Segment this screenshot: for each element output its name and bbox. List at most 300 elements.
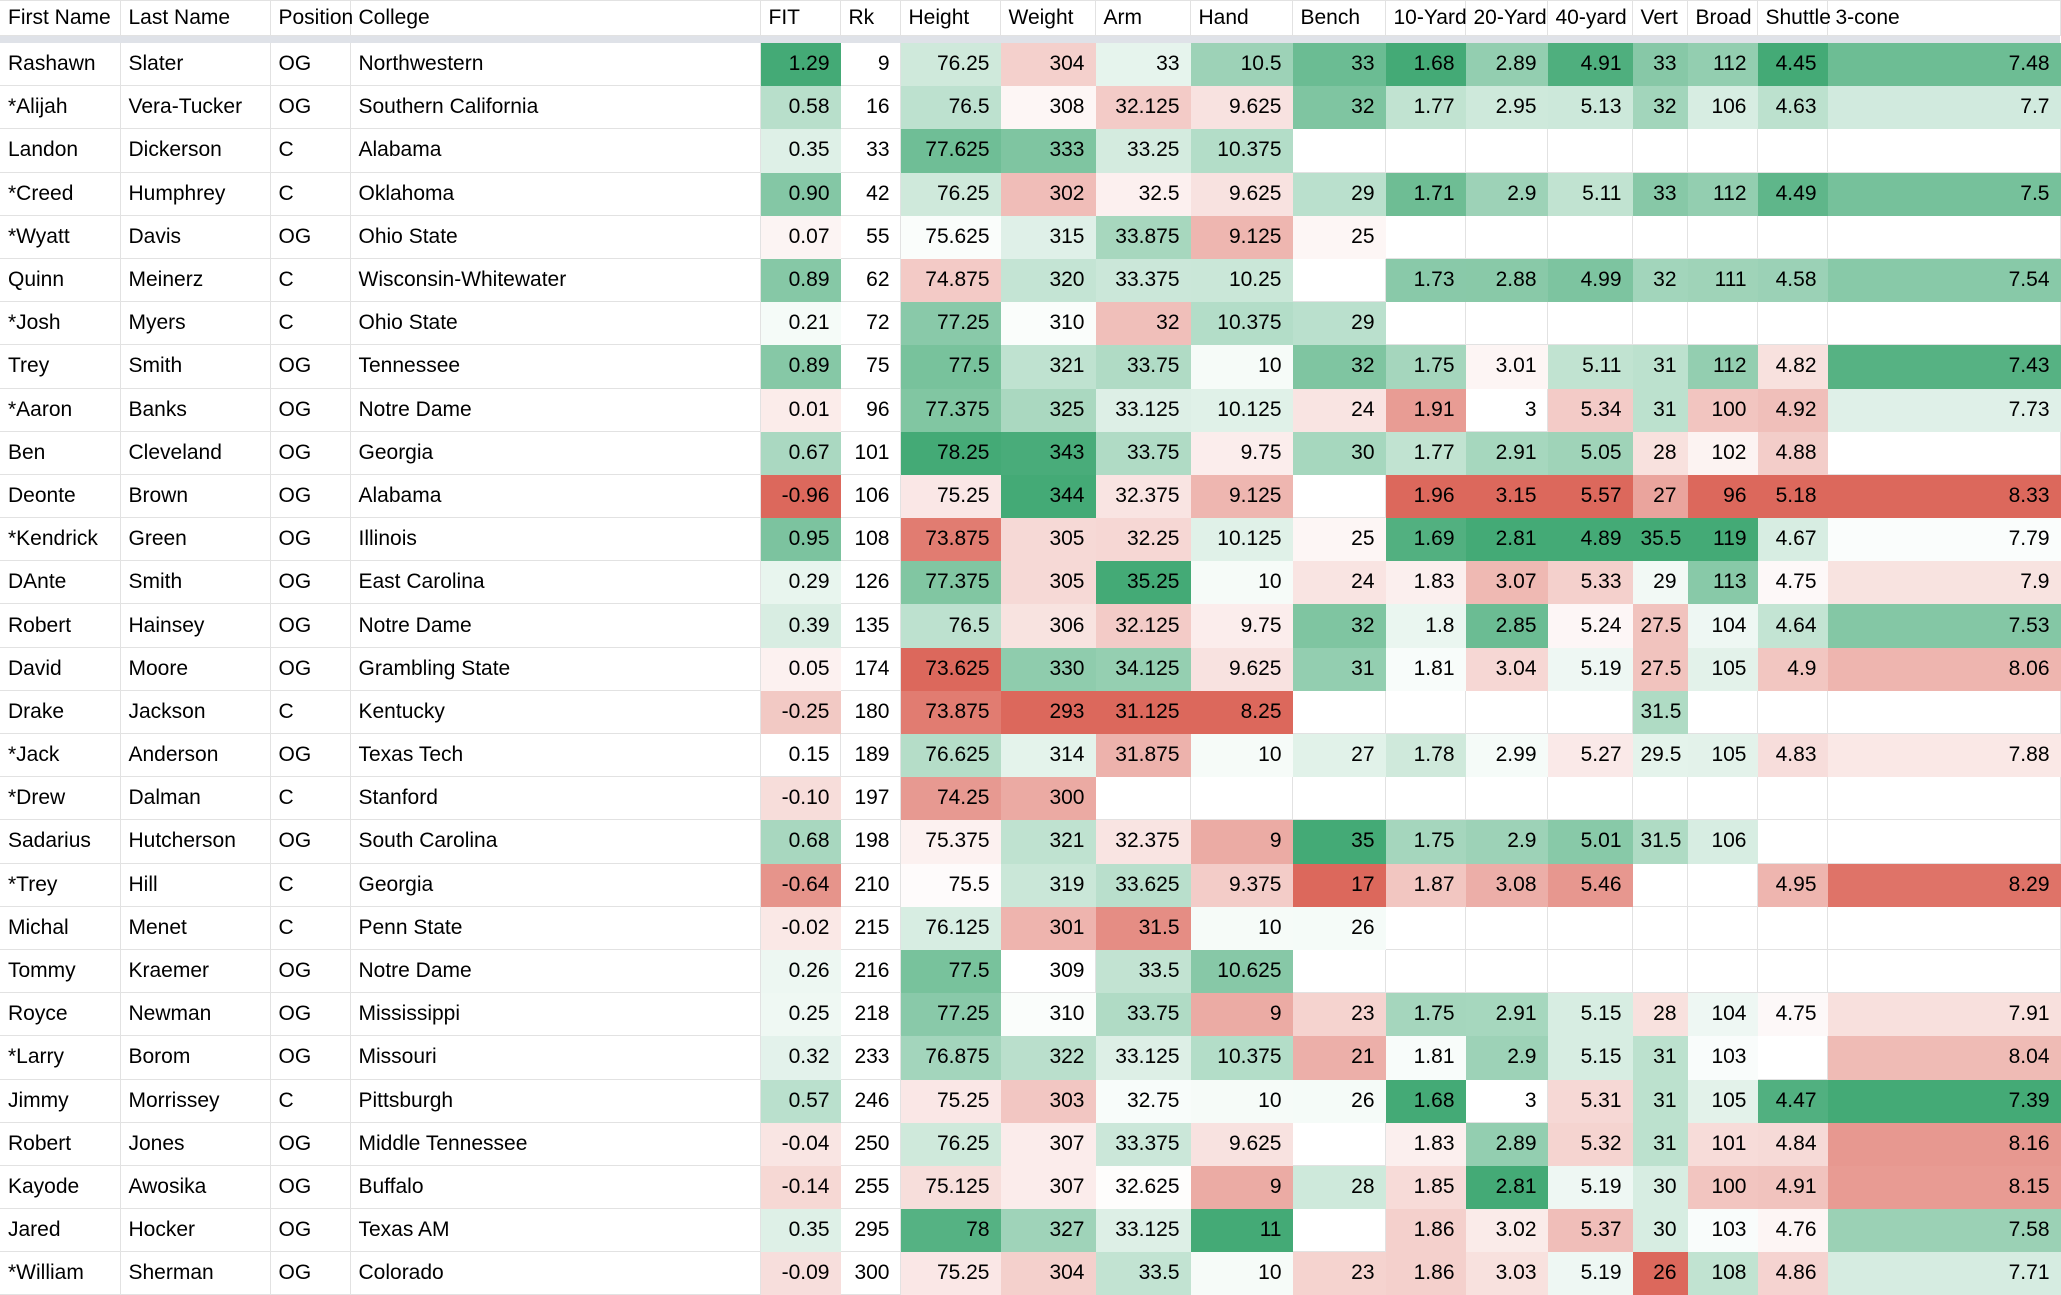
cell-college[interactable]: Oklahoma bbox=[350, 172, 760, 215]
cell-fit[interactable]: 0.25 bbox=[760, 993, 840, 1036]
cell-fit[interactable]: -0.96 bbox=[760, 474, 840, 517]
cell-bench[interactable]: 26 bbox=[1292, 1079, 1385, 1122]
cell-arm[interactable]: 33.375 bbox=[1095, 1122, 1190, 1165]
cell-bench[interactable]: 28 bbox=[1292, 1165, 1385, 1208]
cell-ten_yard[interactable]: 1.73 bbox=[1385, 258, 1465, 301]
cell-twenty_yard[interactable] bbox=[1465, 777, 1547, 820]
cell-position[interactable]: OG bbox=[270, 734, 350, 777]
cell-arm[interactable]: 33.5 bbox=[1095, 1252, 1190, 1295]
cell-forty_yard[interactable]: 4.89 bbox=[1547, 518, 1632, 561]
cell-first_name[interactable]: Kayode bbox=[0, 1165, 120, 1208]
cell-arm[interactable]: 33.25 bbox=[1095, 129, 1190, 172]
cell-rk[interactable]: 255 bbox=[840, 1165, 900, 1208]
cell-college[interactable]: Notre Dame bbox=[350, 949, 760, 992]
cell-fit[interactable]: 0.01 bbox=[760, 388, 840, 431]
cell-last_name[interactable]: Cleveland bbox=[120, 431, 270, 474]
cell-bench[interactable]: 29 bbox=[1292, 302, 1385, 345]
cell-weight[interactable]: 305 bbox=[1000, 561, 1095, 604]
cell-ten_yard[interactable] bbox=[1385, 302, 1465, 345]
cell-shuttle[interactable]: 4.84 bbox=[1757, 1122, 1827, 1165]
cell-rk[interactable]: 9 bbox=[840, 43, 900, 86]
cell-twenty_yard[interactable]: 2.91 bbox=[1465, 431, 1547, 474]
cell-vert[interactable]: 31 bbox=[1632, 1079, 1687, 1122]
cell-arm[interactable]: 33.125 bbox=[1095, 388, 1190, 431]
cell-ten_yard[interactable] bbox=[1385, 777, 1465, 820]
column-header-three_cone[interactable]: 3-cone bbox=[1827, 1, 2060, 36]
cell-ten_yard[interactable]: 1.75 bbox=[1385, 345, 1465, 388]
cell-college[interactable]: Georgia bbox=[350, 431, 760, 474]
cell-weight[interactable]: 330 bbox=[1000, 647, 1095, 690]
cell-hand[interactable]: 9.625 bbox=[1190, 1122, 1292, 1165]
cell-hand[interactable]: 9.625 bbox=[1190, 172, 1292, 215]
cell-last_name[interactable]: Awosika bbox=[120, 1165, 270, 1208]
cell-height[interactable]: 75.25 bbox=[900, 1079, 1000, 1122]
cell-arm[interactable]: 31.875 bbox=[1095, 734, 1190, 777]
cell-position[interactable]: OG bbox=[270, 345, 350, 388]
cell-first_name[interactable]: Robert bbox=[0, 604, 120, 647]
cell-position[interactable]: C bbox=[270, 1079, 350, 1122]
cell-vert[interactable] bbox=[1632, 302, 1687, 345]
cell-college[interactable]: Ohio State bbox=[350, 215, 760, 258]
cell-broad[interactable]: 103 bbox=[1687, 1209, 1757, 1252]
cell-arm[interactable]: 31.125 bbox=[1095, 690, 1190, 733]
cell-fit[interactable]: 0.90 bbox=[760, 172, 840, 215]
cell-bench[interactable] bbox=[1292, 777, 1385, 820]
cell-first_name[interactable]: *Alijah bbox=[0, 86, 120, 129]
cell-fit[interactable]: 0.95 bbox=[760, 518, 840, 561]
cell-fit[interactable]: 0.21 bbox=[760, 302, 840, 345]
cell-last_name[interactable]: Jones bbox=[120, 1122, 270, 1165]
cell-first_name[interactable]: *Josh bbox=[0, 302, 120, 345]
cell-shuttle[interactable]: 4.86 bbox=[1757, 1252, 1827, 1295]
cell-arm[interactable]: 31.5 bbox=[1095, 906, 1190, 949]
cell-height[interactable]: 77.375 bbox=[900, 561, 1000, 604]
cell-three_cone[interactable]: 7.48 bbox=[1827, 43, 2060, 86]
cell-bench[interactable]: 32 bbox=[1292, 86, 1385, 129]
cell-fit[interactable]: 0.29 bbox=[760, 561, 840, 604]
cell-height[interactable]: 75.5 bbox=[900, 863, 1000, 906]
cell-twenty_yard[interactable]: 3.15 bbox=[1465, 474, 1547, 517]
cell-rk[interactable]: 72 bbox=[840, 302, 900, 345]
cell-height[interactable]: 74.875 bbox=[900, 258, 1000, 301]
cell-last_name[interactable]: Meinerz bbox=[120, 258, 270, 301]
cell-weight[interactable]: 343 bbox=[1000, 431, 1095, 474]
cell-twenty_yard[interactable] bbox=[1465, 215, 1547, 258]
cell-last_name[interactable]: Morrissey bbox=[120, 1079, 270, 1122]
cell-forty_yard[interactable] bbox=[1547, 302, 1632, 345]
cell-first_name[interactable]: Ben bbox=[0, 431, 120, 474]
cell-bench[interactable]: 24 bbox=[1292, 561, 1385, 604]
column-header-ten_yard[interactable]: 10-Yard bbox=[1385, 1, 1465, 36]
cell-fit[interactable]: 1.29 bbox=[760, 43, 840, 86]
cell-arm[interactable]: 33.625 bbox=[1095, 863, 1190, 906]
cell-twenty_yard[interactable]: 3.01 bbox=[1465, 345, 1547, 388]
cell-position[interactable]: OG bbox=[270, 431, 350, 474]
cell-hand[interactable]: 9 bbox=[1190, 1165, 1292, 1208]
cell-first_name[interactable]: David bbox=[0, 647, 120, 690]
cell-shuttle[interactable]: 4.49 bbox=[1757, 172, 1827, 215]
cell-forty_yard[interactable]: 5.46 bbox=[1547, 863, 1632, 906]
cell-weight[interactable]: 306 bbox=[1000, 604, 1095, 647]
cell-shuttle[interactable]: 4.45 bbox=[1757, 43, 1827, 86]
cell-weight[interactable]: 300 bbox=[1000, 777, 1095, 820]
cell-hand[interactable]: 10.625 bbox=[1190, 949, 1292, 992]
cell-ten_yard[interactable]: 1.69 bbox=[1385, 518, 1465, 561]
cell-ten_yard[interactable]: 1.77 bbox=[1385, 86, 1465, 129]
cell-arm[interactable]: 33.125 bbox=[1095, 1209, 1190, 1252]
cell-bench[interactable]: 23 bbox=[1292, 1252, 1385, 1295]
cell-last_name[interactable]: Menet bbox=[120, 906, 270, 949]
cell-first_name[interactable]: *Jack bbox=[0, 734, 120, 777]
cell-twenty_yard[interactable]: 2.81 bbox=[1465, 1165, 1547, 1208]
cell-weight[interactable]: 310 bbox=[1000, 993, 1095, 1036]
cell-bench[interactable]: 27 bbox=[1292, 734, 1385, 777]
cell-ten_yard[interactable]: 1.68 bbox=[1385, 43, 1465, 86]
cell-weight[interactable]: 301 bbox=[1000, 906, 1095, 949]
cell-twenty_yard[interactable]: 2.89 bbox=[1465, 43, 1547, 86]
cell-college[interactable]: Southern California bbox=[350, 86, 760, 129]
cell-weight[interactable]: 320 bbox=[1000, 258, 1095, 301]
cell-three_cone[interactable]: 8.16 bbox=[1827, 1122, 2060, 1165]
cell-vert[interactable]: 26 bbox=[1632, 1252, 1687, 1295]
cell-vert[interactable]: 30 bbox=[1632, 1209, 1687, 1252]
column-header-rk[interactable]: Rk bbox=[840, 1, 900, 36]
cell-last_name[interactable]: Hutcherson bbox=[120, 820, 270, 863]
cell-twenty_yard[interactable]: 3.04 bbox=[1465, 647, 1547, 690]
cell-college[interactable]: South Carolina bbox=[350, 820, 760, 863]
cell-last_name[interactable]: Myers bbox=[120, 302, 270, 345]
cell-three_cone[interactable]: 7.88 bbox=[1827, 734, 2060, 777]
cell-first_name[interactable]: Deonte bbox=[0, 474, 120, 517]
cell-height[interactable]: 77.375 bbox=[900, 388, 1000, 431]
cell-twenty_yard[interactable] bbox=[1465, 906, 1547, 949]
cell-shuttle[interactable]: 4.82 bbox=[1757, 345, 1827, 388]
cell-height[interactable]: 77.625 bbox=[900, 129, 1000, 172]
cell-rk[interactable]: 198 bbox=[840, 820, 900, 863]
cell-college[interactable]: Penn State bbox=[350, 906, 760, 949]
cell-vert[interactable]: 35.5 bbox=[1632, 518, 1687, 561]
cell-weight[interactable]: 307 bbox=[1000, 1165, 1095, 1208]
cell-forty_yard[interactable]: 5.24 bbox=[1547, 604, 1632, 647]
cell-ten_yard[interactable]: 1.91 bbox=[1385, 388, 1465, 431]
cell-position[interactable]: C bbox=[270, 172, 350, 215]
cell-broad[interactable] bbox=[1687, 863, 1757, 906]
cell-arm[interactable]: 33.75 bbox=[1095, 431, 1190, 474]
cell-arm[interactable]: 33.375 bbox=[1095, 258, 1190, 301]
cell-shuttle[interactable]: 4.75 bbox=[1757, 993, 1827, 1036]
cell-hand[interactable]: 10 bbox=[1190, 345, 1292, 388]
cell-vert[interactable]: 27.5 bbox=[1632, 604, 1687, 647]
cell-broad[interactable]: 113 bbox=[1687, 561, 1757, 604]
cell-fit[interactable]: 0.32 bbox=[760, 1036, 840, 1079]
cell-forty_yard[interactable]: 5.11 bbox=[1547, 345, 1632, 388]
cell-forty_yard[interactable] bbox=[1547, 777, 1632, 820]
cell-arm[interactable]: 33.75 bbox=[1095, 993, 1190, 1036]
cell-college[interactable]: Buffalo bbox=[350, 1165, 760, 1208]
cell-bench[interactable]: 33 bbox=[1292, 43, 1385, 86]
cell-three_cone[interactable] bbox=[1827, 820, 2060, 863]
cell-broad[interactable]: 100 bbox=[1687, 1165, 1757, 1208]
cell-shuttle[interactable]: 4.76 bbox=[1757, 1209, 1827, 1252]
cell-rk[interactable]: 210 bbox=[840, 863, 900, 906]
cell-vert[interactable]: 31 bbox=[1632, 388, 1687, 431]
cell-forty_yard[interactable] bbox=[1547, 215, 1632, 258]
cell-position[interactable]: OG bbox=[270, 1165, 350, 1208]
cell-college[interactable]: East Carolina bbox=[350, 561, 760, 604]
cell-forty_yard[interactable]: 5.31 bbox=[1547, 1079, 1632, 1122]
cell-fit[interactable]: 0.35 bbox=[760, 1209, 840, 1252]
cell-first_name[interactable]: Jimmy bbox=[0, 1079, 120, 1122]
cell-rk[interactable]: 197 bbox=[840, 777, 900, 820]
cell-ten_yard[interactable]: 1.87 bbox=[1385, 863, 1465, 906]
cell-height[interactable]: 77.25 bbox=[900, 993, 1000, 1036]
cell-ten_yard[interactable]: 1.96 bbox=[1385, 474, 1465, 517]
cell-vert[interactable]: 31 bbox=[1632, 1122, 1687, 1165]
cell-position[interactable]: C bbox=[270, 690, 350, 733]
cell-height[interactable]: 75.25 bbox=[900, 474, 1000, 517]
cell-hand[interactable]: 10.375 bbox=[1190, 129, 1292, 172]
cell-bench[interactable]: 31 bbox=[1292, 647, 1385, 690]
cell-vert[interactable]: 33 bbox=[1632, 43, 1687, 86]
cell-position[interactable]: OG bbox=[270, 215, 350, 258]
cell-rk[interactable]: 174 bbox=[840, 647, 900, 690]
cell-ten_yard[interactable]: 1.85 bbox=[1385, 1165, 1465, 1208]
cell-arm[interactable]: 33.75 bbox=[1095, 345, 1190, 388]
cell-twenty_yard[interactable]: 3.07 bbox=[1465, 561, 1547, 604]
cell-broad[interactable]: 119 bbox=[1687, 518, 1757, 561]
cell-shuttle[interactable]: 4.47 bbox=[1757, 1079, 1827, 1122]
cell-college[interactable]: Alabama bbox=[350, 129, 760, 172]
cell-fit[interactable]: 0.89 bbox=[760, 258, 840, 301]
cell-last_name[interactable]: Dickerson bbox=[120, 129, 270, 172]
cell-college[interactable]: Missouri bbox=[350, 1036, 760, 1079]
cell-position[interactable]: OG bbox=[270, 1036, 350, 1079]
cell-position[interactable]: C bbox=[270, 906, 350, 949]
cell-forty_yard[interactable] bbox=[1547, 129, 1632, 172]
cell-shuttle[interactable]: 4.75 bbox=[1757, 561, 1827, 604]
cell-rk[interactable]: 16 bbox=[840, 86, 900, 129]
cell-ten_yard[interactable]: 1.75 bbox=[1385, 820, 1465, 863]
cell-rk[interactable]: 75 bbox=[840, 345, 900, 388]
cell-rk[interactable]: 126 bbox=[840, 561, 900, 604]
cell-college[interactable]: Ohio State bbox=[350, 302, 760, 345]
cell-position[interactable]: OG bbox=[270, 86, 350, 129]
cell-hand[interactable]: 9.75 bbox=[1190, 604, 1292, 647]
cell-weight[interactable]: 325 bbox=[1000, 388, 1095, 431]
cell-arm[interactable]: 32.375 bbox=[1095, 474, 1190, 517]
cell-height[interactable]: 77.5 bbox=[900, 345, 1000, 388]
cell-rk[interactable]: 250 bbox=[840, 1122, 900, 1165]
cell-bench[interactable]: 32 bbox=[1292, 604, 1385, 647]
cell-forty_yard[interactable]: 5.34 bbox=[1547, 388, 1632, 431]
cell-vert[interactable]: 31 bbox=[1632, 1036, 1687, 1079]
cell-college[interactable]: Grambling State bbox=[350, 647, 760, 690]
cell-first_name[interactable]: Quinn bbox=[0, 258, 120, 301]
cell-twenty_yard[interactable]: 2.95 bbox=[1465, 86, 1547, 129]
cell-college[interactable]: Colorado bbox=[350, 1252, 760, 1295]
cell-ten_yard[interactable]: 1.86 bbox=[1385, 1209, 1465, 1252]
cell-hand[interactable]: 10.125 bbox=[1190, 388, 1292, 431]
cell-three_cone[interactable] bbox=[1827, 690, 2060, 733]
cell-first_name[interactable]: *Trey bbox=[0, 863, 120, 906]
cell-vert[interactable]: 31 bbox=[1632, 345, 1687, 388]
cell-shuttle[interactable]: 4.63 bbox=[1757, 86, 1827, 129]
cell-three_cone[interactable]: 7.9 bbox=[1827, 561, 2060, 604]
cell-broad[interactable]: 112 bbox=[1687, 172, 1757, 215]
cell-first_name[interactable]: Sadarius bbox=[0, 820, 120, 863]
cell-twenty_yard[interactable]: 2.9 bbox=[1465, 172, 1547, 215]
cell-position[interactable]: OG bbox=[270, 1209, 350, 1252]
cell-forty_yard[interactable]: 5.01 bbox=[1547, 820, 1632, 863]
cell-arm[interactable]: 32.125 bbox=[1095, 604, 1190, 647]
cell-last_name[interactable]: Jackson bbox=[120, 690, 270, 733]
cell-hand[interactable]: 10.25 bbox=[1190, 258, 1292, 301]
cell-bench[interactable]: 32 bbox=[1292, 345, 1385, 388]
cell-position[interactable]: C bbox=[270, 129, 350, 172]
cell-height[interactable]: 76.875 bbox=[900, 1036, 1000, 1079]
cell-rk[interactable]: 246 bbox=[840, 1079, 900, 1122]
cell-weight[interactable]: 333 bbox=[1000, 129, 1095, 172]
cell-shuttle[interactable] bbox=[1757, 820, 1827, 863]
cell-rk[interactable]: 295 bbox=[840, 1209, 900, 1252]
cell-height[interactable]: 76.625 bbox=[900, 734, 1000, 777]
cell-twenty_yard[interactable] bbox=[1465, 129, 1547, 172]
cell-forty_yard[interactable]: 5.13 bbox=[1547, 86, 1632, 129]
cell-college[interactable]: Middle Tennessee bbox=[350, 1122, 760, 1165]
cell-rk[interactable]: 42 bbox=[840, 172, 900, 215]
cell-hand[interactable]: 10 bbox=[1190, 906, 1292, 949]
cell-hand[interactable]: 8.25 bbox=[1190, 690, 1292, 733]
cell-weight[interactable]: 304 bbox=[1000, 1252, 1095, 1295]
cell-three_cone[interactable] bbox=[1827, 949, 2060, 992]
cell-broad[interactable]: 104 bbox=[1687, 604, 1757, 647]
cell-first_name[interactable]: *Larry bbox=[0, 1036, 120, 1079]
cell-height[interactable]: 78 bbox=[900, 1209, 1000, 1252]
cell-fit[interactable]: 0.07 bbox=[760, 215, 840, 258]
cell-bench[interactable]: 23 bbox=[1292, 993, 1385, 1036]
cell-shuttle[interactable] bbox=[1757, 906, 1827, 949]
cell-rk[interactable]: 135 bbox=[840, 604, 900, 647]
column-header-position[interactable]: Position bbox=[270, 1, 350, 36]
cell-last_name[interactable]: Vera-Tucker bbox=[120, 86, 270, 129]
cell-shuttle[interactable]: 4.83 bbox=[1757, 734, 1827, 777]
cell-last_name[interactable]: Green bbox=[120, 518, 270, 561]
cell-position[interactable]: OG bbox=[270, 647, 350, 690]
cell-broad[interactable]: 105 bbox=[1687, 647, 1757, 690]
column-header-height[interactable]: Height bbox=[900, 1, 1000, 36]
cell-three_cone[interactable]: 8.29 bbox=[1827, 863, 2060, 906]
cell-forty_yard[interactable]: 5.32 bbox=[1547, 1122, 1632, 1165]
cell-weight[interactable]: 314 bbox=[1000, 734, 1095, 777]
cell-hand[interactable]: 10 bbox=[1190, 734, 1292, 777]
column-header-twenty_yard[interactable]: 20-Yard bbox=[1465, 1, 1547, 36]
cell-hand[interactable]: 10.5 bbox=[1190, 43, 1292, 86]
cell-hand[interactable]: 10 bbox=[1190, 1252, 1292, 1295]
cell-hand[interactable]: 9.375 bbox=[1190, 863, 1292, 906]
cell-weight[interactable]: 309 bbox=[1000, 949, 1095, 992]
cell-shuttle[interactable]: 4.92 bbox=[1757, 388, 1827, 431]
cell-broad[interactable]: 108 bbox=[1687, 1252, 1757, 1295]
cell-three_cone[interactable]: 7.43 bbox=[1827, 345, 2060, 388]
cell-college[interactable]: Wisconsin-Whitewater bbox=[350, 258, 760, 301]
cell-ten_yard[interactable]: 1.78 bbox=[1385, 734, 1465, 777]
cell-weight[interactable]: 302 bbox=[1000, 172, 1095, 215]
cell-college[interactable]: Stanford bbox=[350, 777, 760, 820]
cell-weight[interactable]: 321 bbox=[1000, 345, 1095, 388]
cell-forty_yard[interactable]: 5.15 bbox=[1547, 993, 1632, 1036]
cell-first_name[interactable]: DAnte bbox=[0, 561, 120, 604]
cell-hand[interactable]: 10.375 bbox=[1190, 1036, 1292, 1079]
cell-ten_yard[interactable]: 1.68 bbox=[1385, 1079, 1465, 1122]
cell-shuttle[interactable] bbox=[1757, 949, 1827, 992]
cell-broad[interactable]: 101 bbox=[1687, 1122, 1757, 1165]
column-header-last_name[interactable]: Last Name bbox=[120, 1, 270, 36]
column-header-arm[interactable]: Arm bbox=[1095, 1, 1190, 36]
cell-rk[interactable]: 96 bbox=[840, 388, 900, 431]
cell-rk[interactable]: 108 bbox=[840, 518, 900, 561]
cell-height[interactable]: 77.25 bbox=[900, 302, 1000, 345]
cell-three_cone[interactable] bbox=[1827, 129, 2060, 172]
cell-weight[interactable]: 315 bbox=[1000, 215, 1095, 258]
cell-hand[interactable]: 9 bbox=[1190, 820, 1292, 863]
cell-rk[interactable]: 101 bbox=[840, 431, 900, 474]
cell-forty_yard[interactable]: 5.11 bbox=[1547, 172, 1632, 215]
cell-vert[interactable]: 30 bbox=[1632, 1165, 1687, 1208]
cell-fit[interactable]: -0.14 bbox=[760, 1165, 840, 1208]
cell-fit[interactable]: 0.35 bbox=[760, 129, 840, 172]
cell-height[interactable]: 77.5 bbox=[900, 949, 1000, 992]
cell-bench[interactable] bbox=[1292, 1122, 1385, 1165]
cell-weight[interactable]: 321 bbox=[1000, 820, 1095, 863]
cell-shuttle[interactable]: 5.18 bbox=[1757, 474, 1827, 517]
cell-height[interactable]: 76.5 bbox=[900, 86, 1000, 129]
cell-hand[interactable]: 9 bbox=[1190, 993, 1292, 1036]
cell-twenty_yard[interactable]: 3.02 bbox=[1465, 1209, 1547, 1252]
cell-forty_yard[interactable]: 4.91 bbox=[1547, 43, 1632, 86]
cell-ten_yard[interactable]: 1.75 bbox=[1385, 993, 1465, 1036]
cell-three_cone[interactable]: 7.73 bbox=[1827, 388, 2060, 431]
cell-position[interactable]: OG bbox=[270, 518, 350, 561]
cell-vert[interactable] bbox=[1632, 777, 1687, 820]
cell-position[interactable]: C bbox=[270, 863, 350, 906]
cell-college[interactable]: Pittsburgh bbox=[350, 1079, 760, 1122]
cell-vert[interactable]: 33 bbox=[1632, 172, 1687, 215]
cell-weight[interactable]: 304 bbox=[1000, 43, 1095, 86]
cell-bench[interactable] bbox=[1292, 949, 1385, 992]
cell-broad[interactable] bbox=[1687, 302, 1757, 345]
cell-last_name[interactable]: Newman bbox=[120, 993, 270, 1036]
cell-broad[interactable] bbox=[1687, 906, 1757, 949]
cell-vert[interactable] bbox=[1632, 949, 1687, 992]
cell-three_cone[interactable] bbox=[1827, 302, 2060, 345]
cell-last_name[interactable]: Kraemer bbox=[120, 949, 270, 992]
cell-shuttle[interactable]: 4.64 bbox=[1757, 604, 1827, 647]
cell-first_name[interactable]: *William bbox=[0, 1252, 120, 1295]
cell-ten_yard[interactable]: 1.81 bbox=[1385, 1036, 1465, 1079]
cell-vert[interactable]: 32 bbox=[1632, 86, 1687, 129]
cell-last_name[interactable]: Hill bbox=[120, 863, 270, 906]
cell-forty_yard[interactable]: 5.33 bbox=[1547, 561, 1632, 604]
cell-forty_yard[interactable]: 5.57 bbox=[1547, 474, 1632, 517]
cell-shuttle[interactable] bbox=[1757, 302, 1827, 345]
cell-three_cone[interactable]: 7.39 bbox=[1827, 1079, 2060, 1122]
cell-twenty_yard[interactable]: 2.85 bbox=[1465, 604, 1547, 647]
cell-first_name[interactable]: *Kendrick bbox=[0, 518, 120, 561]
cell-hand[interactable]: 9.125 bbox=[1190, 474, 1292, 517]
cell-height[interactable]: 78.25 bbox=[900, 431, 1000, 474]
cell-three_cone[interactable]: 8.15 bbox=[1827, 1165, 2060, 1208]
cell-weight[interactable]: 322 bbox=[1000, 1036, 1095, 1079]
